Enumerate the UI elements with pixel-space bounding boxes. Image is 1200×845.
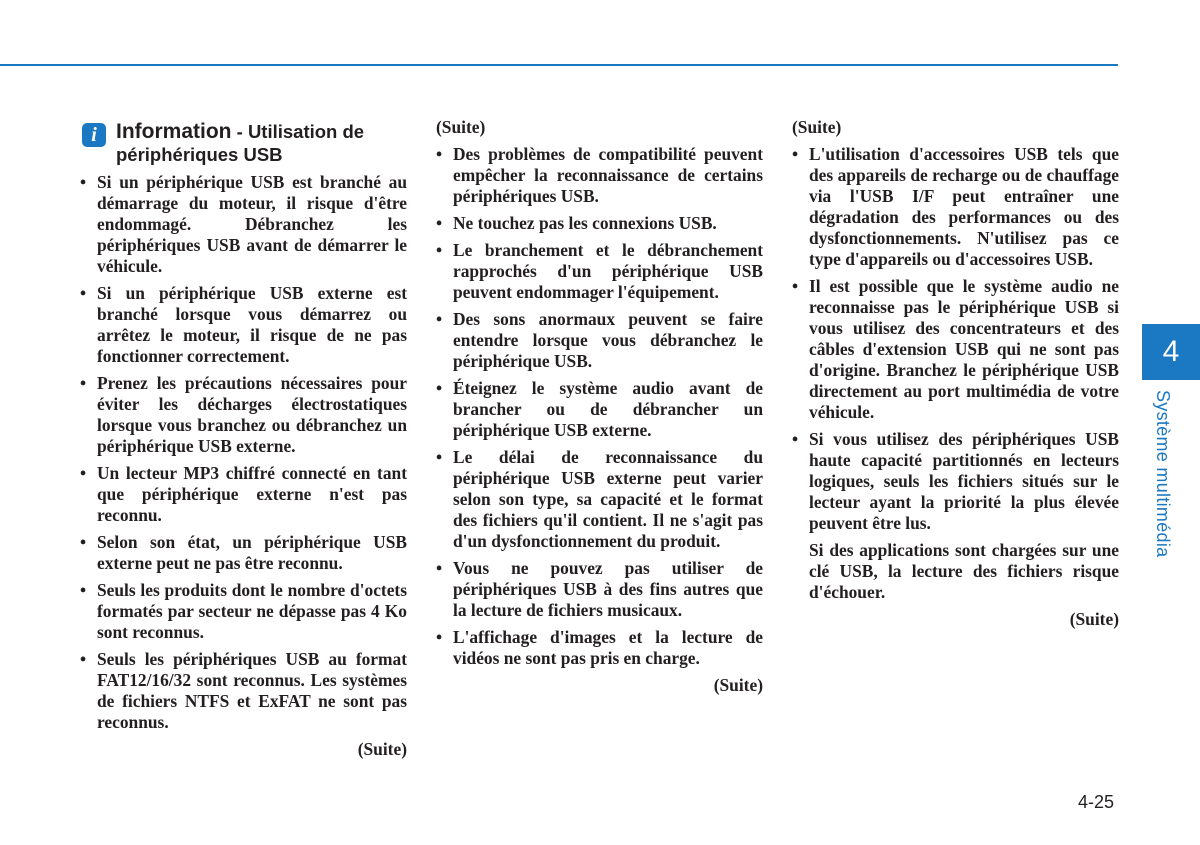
list-item: • Seuls les produits dont le nombre d'octets formatés par secteur ne dépasse pas 4 Ko sont reconnus.	[80, 580, 407, 643]
list-item: • Vous ne pouvez pas utiliser de périphériques USB à des fins autres que la lecture de fichiers musicaux.	[436, 558, 763, 621]
info-subtitle: - Utilisation de	[231, 121, 365, 142]
list-item: • Le délai de reconnaissance du périphérique USB externe peut varier selon son type, sa capacité et le format des fichiers qu'il contient. Il ne s'agit pas d'un dysfonctionnement du produit.	[436, 447, 763, 552]
list-item: • L'utilisation d'accessoires USB tels que des appareils de recharge ou de chauffage via l'USB I/F peut entraîner une dégradation des performances ou des dysfonctionnements. N'utilisez pas ce type d'appareils ou d'accessoires USB.	[792, 144, 1119, 270]
bullet-list	[80, 172, 407, 733]
list-item: • Il est possible que le système audio ne reconnaisse pas le périphérique USB si vous utilisez des concentrateurs et des câbles d'extension USB qui ne sont pas d'origine. Branchez le périphérique USB directement au port multimédia de votre véhicule.	[792, 276, 1119, 423]
page-number: 4-25	[1078, 792, 1115, 812]
list-item: • Si un périphérique USB est branché au démarrage du moteur, il risque d'être endommagé. Débranchez les périphériques USB avant de démarrer le véhicule.	[80, 172, 407, 277]
info-subtitle-line2: périphériques USB	[116, 144, 283, 165]
list-item: • Des sons anormaux peuvent se faire entendre lorsque vous débranchez le périphérique USB.	[436, 309, 763, 372]
header-rule	[0, 64, 1118, 66]
list-item: • Le branchement et le débranchement rapprochés d'un périphérique USB peuvent endommager l'équipement.	[436, 240, 763, 303]
list-item: • Ne touchez pas les connexions USB.	[436, 213, 763, 234]
list-item: • Si un périphérique USB externe est branché lorsque vous démarrez ou arrêtez le moteur, il risque de ne pas fonctionner correctement.	[80, 283, 407, 367]
list-item: • Prenez les précautions nécessaires pour éviter les décharges électrostatiques lorsque vous branchez ou débranchez un périphérique USB externe.	[80, 373, 407, 457]
continued-label: (Suite)	[713, 675, 763, 695]
list-item: • Seuls les périphériques USB au format FAT12/16/32 sont reconnus. Les systèmes de fichiers NTFS et ExFAT ne sont pas reconnus.	[80, 649, 407, 733]
column-1	[80, 120, 407, 766]
note-paragraph: Si des applications sont chargées sur une clé USB, la lecture des fichiers risque d'échouer.	[809, 540, 1119, 602]
continued-label: (Suite)	[357, 739, 407, 759]
column-3	[792, 117, 1119, 636]
bullet-list	[792, 144, 1119, 534]
continued-heading: (Suite)	[436, 117, 486, 137]
list-item: • L'affichage d'images et la lecture de vidéos ne sont pas pris en charge.	[436, 627, 763, 669]
column-2	[436, 117, 763, 702]
info-title: Information	[116, 120, 232, 143]
chapter-tab: 4	[1142, 324, 1200, 380]
info-icon: i	[82, 123, 106, 147]
continued-label: (Suite)	[1069, 609, 1119, 629]
bullet-list	[436, 144, 763, 669]
info-heading	[80, 120, 407, 166]
list-item: • Éteignez le système audio avant de brancher ou de débrancher un périphérique USB externe.	[436, 378, 763, 441]
continued-heading: (Suite)	[792, 117, 842, 137]
list-item: • Un lecteur MP3 chiffré connecté en tant que périphérique externe n'est pas reconnu.	[80, 463, 407, 526]
list-item: • Des problèmes de compatibilité peuvent empêcher la reconnaissance de certains périphériques USB.	[436, 144, 763, 207]
chapter-label: Système multimédia	[1153, 390, 1173, 558]
list-item: • Si vous utilisez des périphériques USB haute capacité partitionnés en lecteurs logiques, seuls les fichiers situés sur le lecteur ayant la priorité la plus élevée peuvent être lus.	[792, 429, 1119, 534]
list-item: • Selon son état, un périphérique USB externe peut ne pas être reconnu.	[80, 532, 407, 574]
